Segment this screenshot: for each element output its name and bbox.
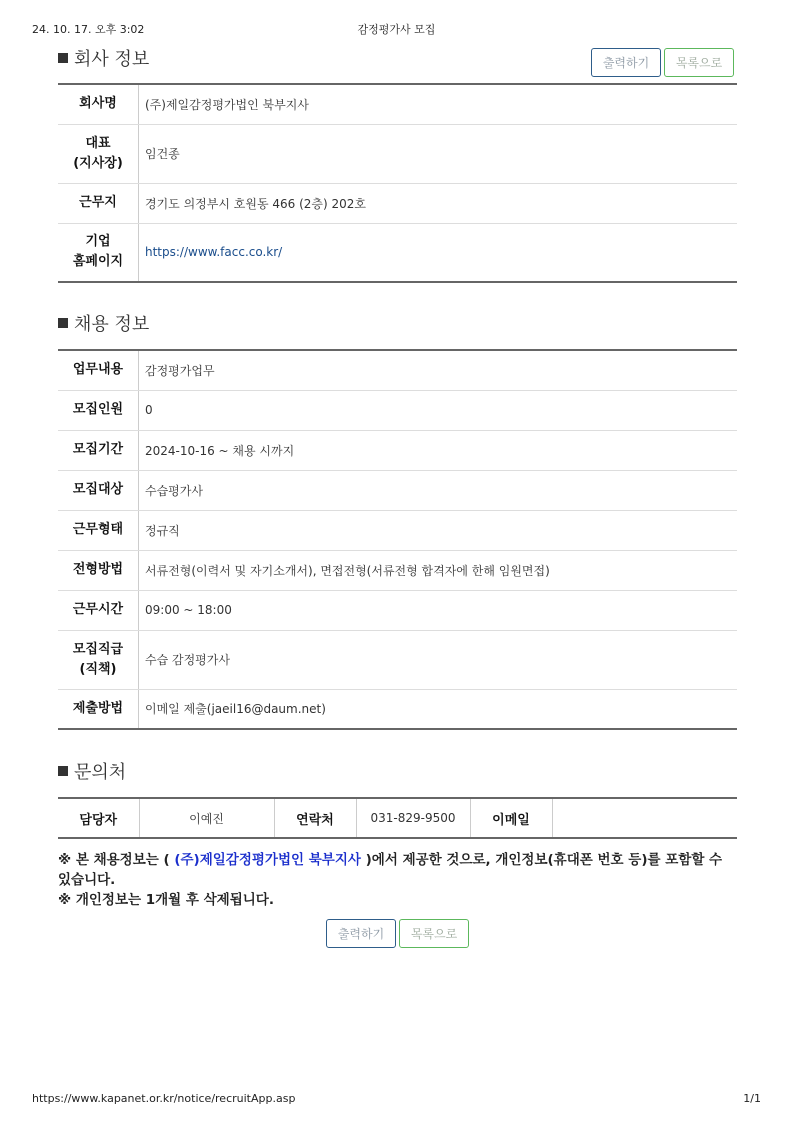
phone-value: 031-829-9500 — [356, 798, 470, 838]
table-row — [58, 590, 737, 630]
table-row — [58, 470, 737, 510]
field-label: 모집대상 — [58, 470, 139, 510]
notice-company: (주)제일감정평가법인 북부지사 — [174, 852, 361, 868]
section-title-text: 채용 정보 — [74, 314, 150, 335]
section-title-recruit — [58, 313, 149, 337]
table-row — [58, 84, 737, 124]
workplace-value: 경기도 의정부시 호원동 466 (2층) 202호 — [139, 183, 738, 223]
print-date: 24. 10. 17. 오후 3:02 — [32, 23, 145, 36]
print-header — [32, 21, 761, 37]
field-label: 모집인원 — [58, 390, 139, 430]
field-label: 전형방법 — [58, 550, 139, 590]
field-label: 대표 (지사장) — [58, 124, 139, 183]
section-title-text: 문의처 — [74, 762, 127, 783]
table-row — [58, 390, 737, 430]
field-label: 근무형태 — [58, 510, 139, 550]
field-label: 기업 홈페이지 — [58, 223, 139, 282]
field-value: 수습평가사 — [139, 470, 738, 510]
section-title-contact — [58, 761, 126, 785]
field-value: 09:00 ~ 18:00 — [139, 590, 738, 630]
field-label: 회사명 — [58, 84, 139, 124]
print-footer — [32, 1092, 761, 1108]
table-row — [58, 124, 737, 183]
field-value: 수습 감정평가사 — [139, 630, 738, 689]
representative-value: 임건종 — [139, 124, 738, 183]
field-value: 정규직 — [139, 510, 738, 550]
homepage-cell — [139, 223, 738, 282]
table-row — [58, 689, 737, 729]
square-bullet-icon — [58, 53, 68, 63]
page-number: 1/1 — [743, 1092, 761, 1105]
privacy-notice — [58, 850, 738, 910]
field-label: 모집기간 — [58, 430, 139, 470]
homepage-link[interactable]: https://www.facc.co.kr/ — [145, 245, 283, 260]
email-value — [552, 798, 737, 838]
phone-label: 연락처 — [274, 798, 356, 838]
table-row — [58, 550, 737, 590]
list-button-top[interactable]: 목록으로 — [664, 48, 734, 77]
notice-line-1: ※ 본 채용정보는 ( (주)제일감정평가법인 북부지사 )에서 제공한 것으로, 개인정보(휴대폰 번호 등)를 포함할 수 있습니다. — [58, 852, 723, 888]
field-label: 업무내용 — [58, 350, 139, 390]
print-document-title: 감정평가사 모집 — [357, 23, 436, 36]
table-row — [58, 350, 737, 390]
table-row — [58, 183, 737, 223]
field-label: 모집직급 (직책) — [58, 630, 139, 689]
table-row — [58, 510, 737, 550]
field-value: 2024-10-16 ~ 채용 시까지 — [139, 430, 738, 470]
section-title-text: 회사 정보 — [74, 49, 150, 70]
table-row — [58, 798, 737, 838]
company-name-value: (주)제일감정평가법인 북부지사 — [139, 84, 738, 124]
field-label: 근무시간 — [58, 590, 139, 630]
field-value: 0 — [139, 390, 738, 430]
field-value: 서류전형(이력서 및 자기소개서), 면접전형(서류전형 합격자에 한해 임원면접) — [139, 550, 738, 590]
company-info-table — [58, 83, 737, 283]
field-value: 이메일 제출(jaeil16@daum.net) — [145, 702, 326, 717]
square-bullet-icon — [58, 766, 68, 776]
print-url: https://www.kapanet.or.kr/notice/recruitApp.asp — [32, 1092, 296, 1105]
table-row — [58, 630, 737, 689]
field-label: 근무지 — [58, 183, 139, 223]
print-button-bottom[interactable]: 출력하기 — [326, 919, 396, 948]
table-row — [58, 223, 737, 282]
recruit-info-table — [58, 349, 737, 730]
square-bullet-icon — [58, 318, 68, 328]
table-row — [58, 430, 737, 470]
notice-line-2: ※ 개인정보는 1개월 후 삭제됩니다. — [58, 892, 274, 908]
manager-label: 담당자 — [58, 798, 139, 838]
manager-value: 이예진 — [139, 798, 274, 838]
email-label: 이메일 — [470, 798, 552, 838]
field-label: 제출방법 — [58, 689, 139, 729]
field-value: 감정평가업무 — [139, 350, 738, 390]
list-button-bottom[interactable]: 목록으로 — [399, 919, 469, 948]
section-title-company — [58, 48, 149, 72]
print-button-top[interactable]: 출력하기 — [591, 48, 661, 77]
contact-table — [58, 797, 737, 839]
